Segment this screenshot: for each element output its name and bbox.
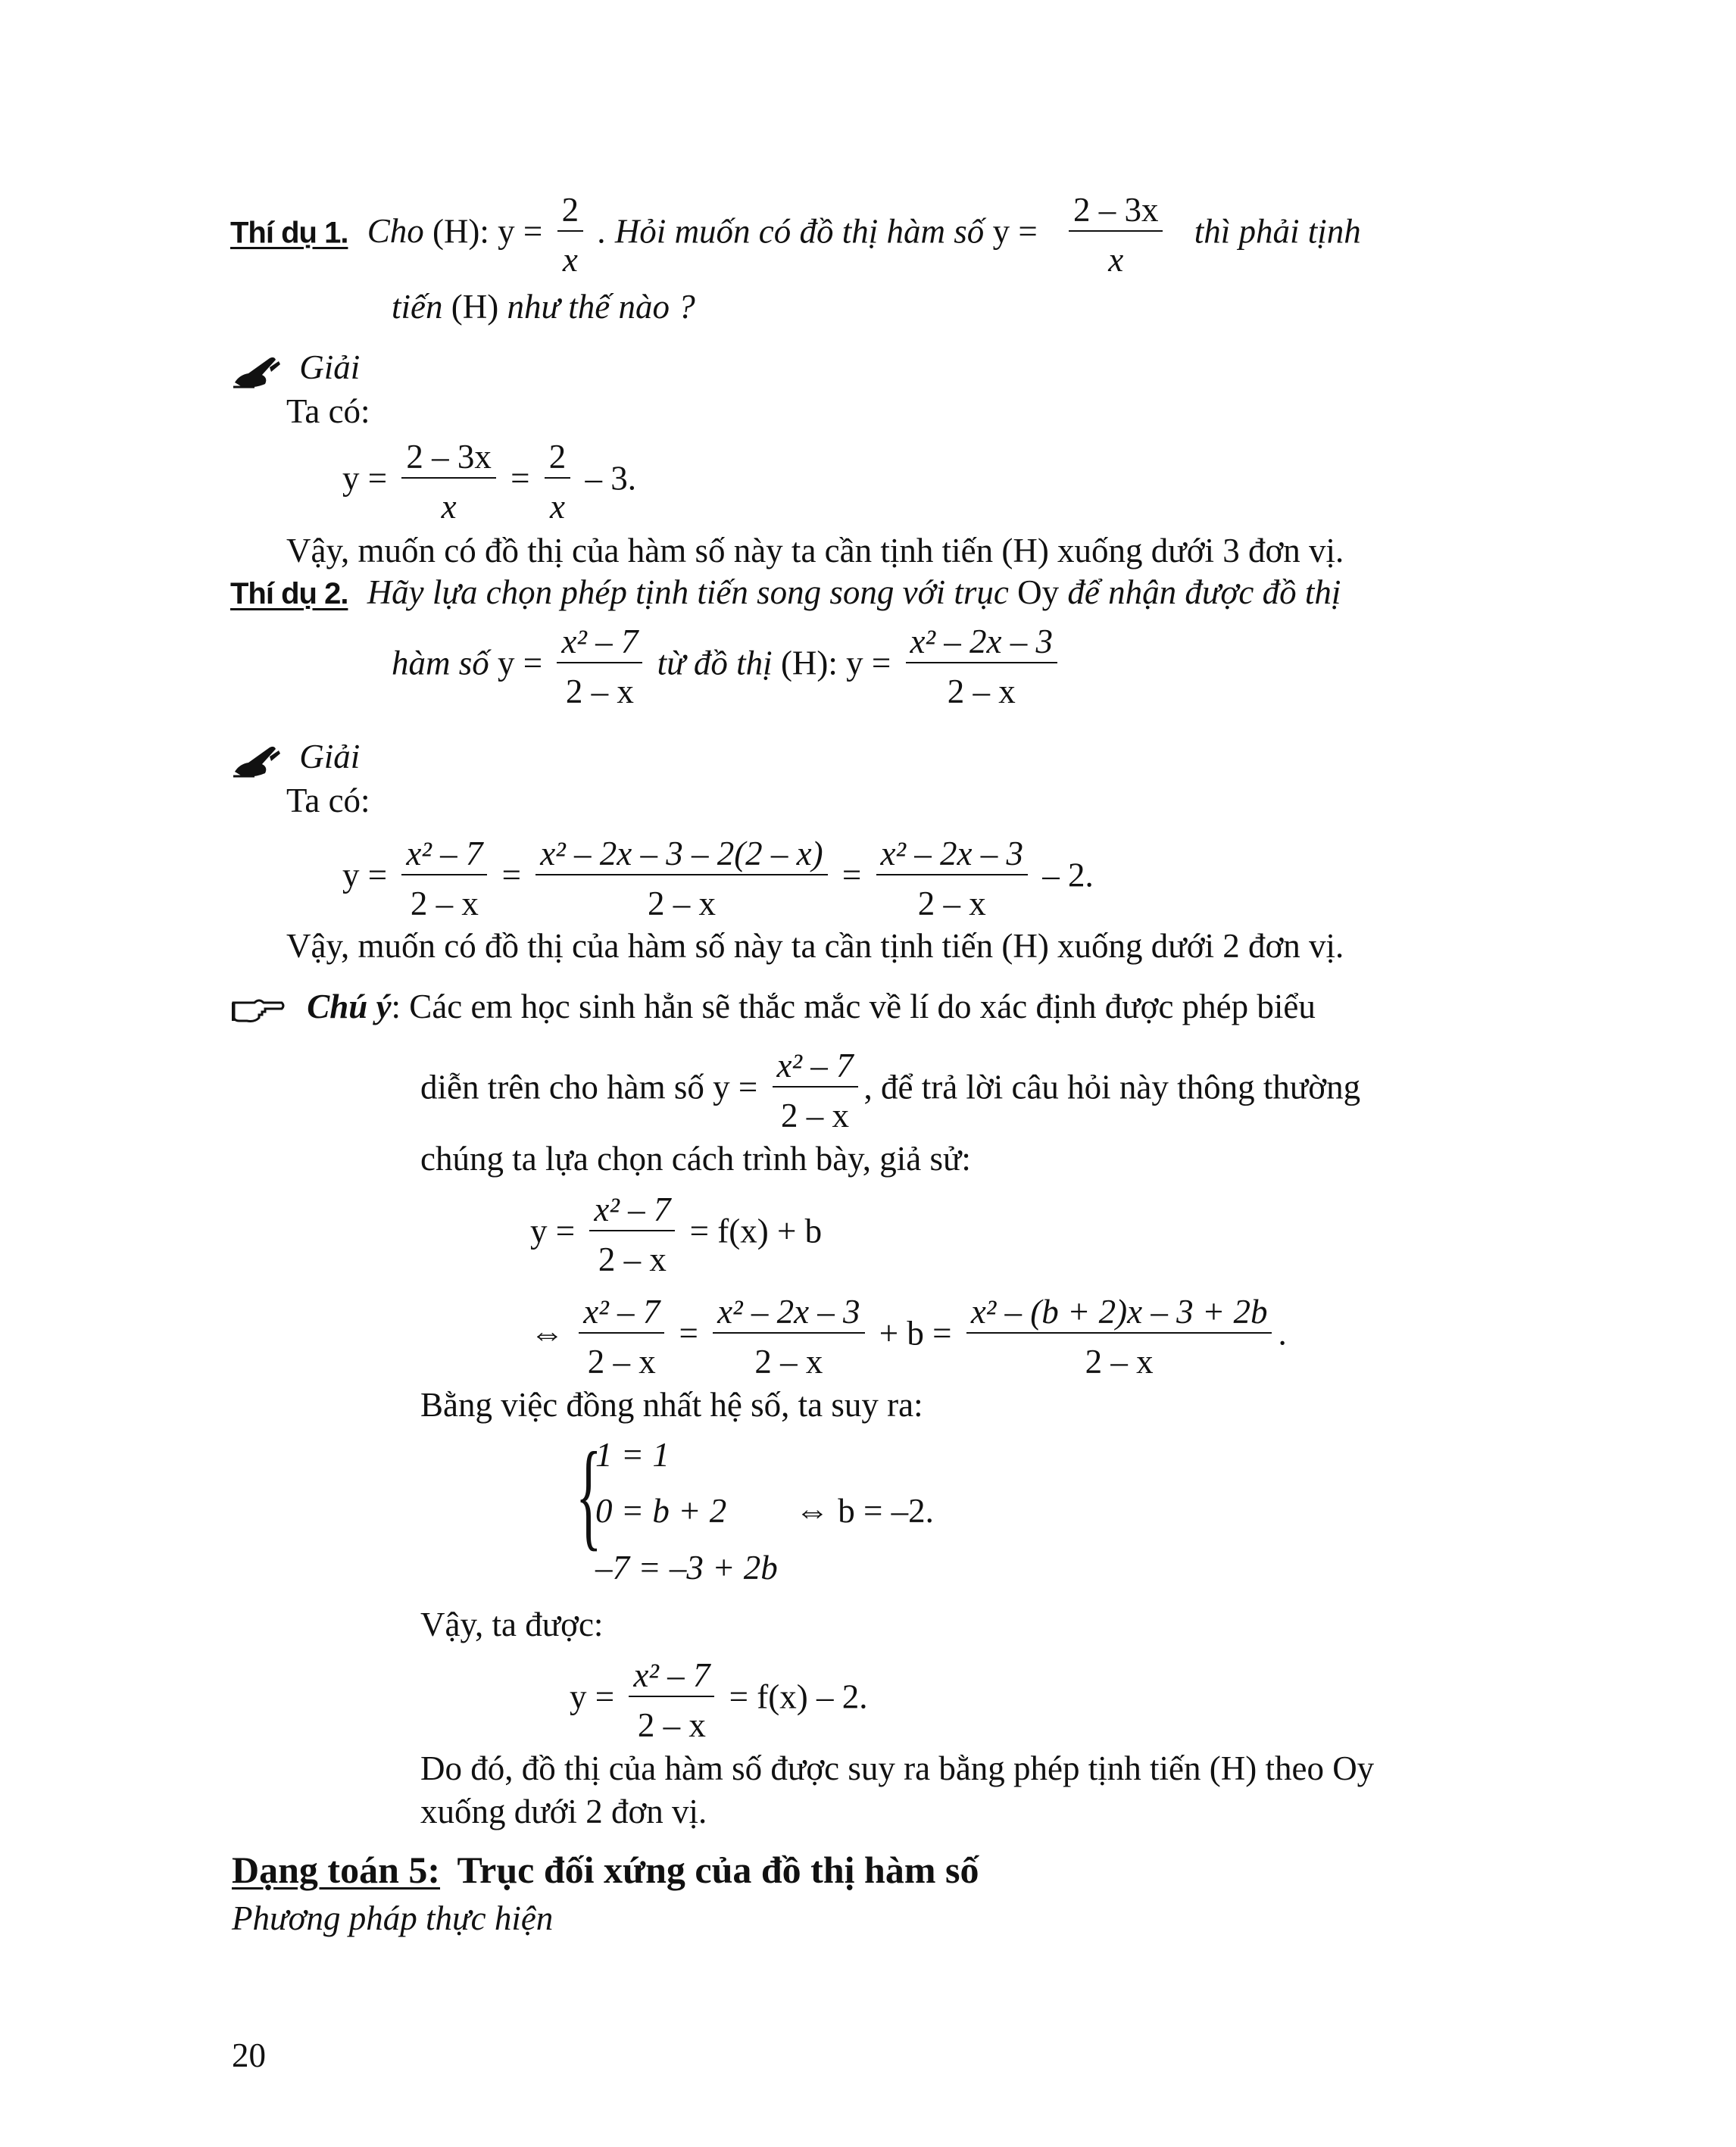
- section-title: Trục đối xứng của đồ thị hàm số: [457, 1849, 979, 1891]
- vay-text: Vậy, ta được:: [420, 1606, 604, 1643]
- example-1-line-2: tiến (H) như thế nào ?: [392, 288, 695, 326]
- example-2-line-2: hàm số y = $\frac{\text{x² – 7}}{2 - x}$ từ đồ thị (H): y = $\frac{\text{x² – 2x – 3}}{2 - x}$: [392, 621, 1063, 712]
- identify-text: Bằng việc đồng nhất hệ số, ta suy ra:: [420, 1386, 923, 1424]
- note-label: Chú ý: [307, 988, 392, 1025]
- note-equation-1: y = $\frac{\text{x² – 7}}{2 - x}$ = f(x) + b: [530, 1191, 823, 1278]
- example-2-label: Thí dụ 2.: [230, 577, 348, 610]
- system-eq-3: –7 = –3 + 2b: [595, 1549, 778, 1587]
- giai-label: Giải: [299, 738, 361, 775]
- system-eq-2: 0 = b + 2: [595, 1492, 727, 1530]
- example-2-line-1: Thí dụ 2. Hãy lựa chọn phép tịnh tiến song song với trục Oy để nhận được đồ thị: [230, 573, 1341, 611]
- question-text: . Hỏi muốn có đồ thị hàm số: [598, 212, 985, 251]
- section-subtitle: Phương pháp thực hiện: [232, 1899, 554, 1937]
- fraction-2-over-x: $\frac{2}{x}$: [557, 189, 584, 280]
- question-text-2: thì phải tịnh: [1194, 212, 1361, 251]
- equation-2: y = $\frac{\text{x² – 7}}{2 - x}$ = $\frac{\text{x² – 2x – 3 – 2(2 – x)}}{2 - x}$ = $\frac{\text{x² – 2x – 3}}{2 - x}$ – 2.: [342, 835, 1094, 922]
- note-line-1: Chú ý: Các em học sinh hẳn sẽ thắc mắc về lí do xác định được phép biểu: [232, 986, 1316, 1027]
- section-label: Dạng toán 5:: [232, 1849, 441, 1891]
- page-number: 20: [232, 2036, 266, 2074]
- writing-hand-icon: [232, 352, 285, 390]
- note-equation-3: y = $\frac{\text{x² – 7}}{2 - x}$ = f(x) – 2.: [570, 1656, 868, 1744]
- giai-label: Giải: [299, 348, 361, 386]
- example-1-line-1: [230, 189, 1361, 280]
- do-do-line-1: Do đó, đồ thị của hàm số được suy ra bằng phép tịnh tiến (H) theo Oy: [420, 1749, 1375, 1787]
- cho-text: Cho: [367, 212, 424, 251]
- system-eq-1: 1 = 1: [595, 1436, 670, 1474]
- fraction-2-3x-over-x: $\frac{2 - 3x}{x}$: [1069, 189, 1163, 280]
- pointing-hand-icon: [232, 995, 285, 1025]
- do-do-line-2: xuống dưới 2 đơn vị.: [420, 1793, 707, 1830]
- ta-co-2: Ta có:: [286, 782, 370, 819]
- system-brace: {: [576, 1427, 602, 1562]
- system-result: ⇔ b = –2.: [795, 1492, 934, 1530]
- equation-1: y = $\frac{2 - 3x}{x}$ = $\frac{2}{x}$ – 3.: [342, 438, 637, 526]
- conclusion-2: Vậy, muốn có đồ thị của hàm số này ta cần tịnh tiến (H) xuống dưới 2 đơn vị.: [286, 927, 1344, 965]
- example-1-label: Thí dụ 1.: [230, 216, 348, 250]
- solution-1-header: [232, 347, 360, 390]
- note-line-2: diễn trên cho hàm số y = $\frac{\text{x² – 7}}{2 - x}$ , để trả lời câu hỏi này thông thường: [420, 1047, 1361, 1134]
- y-equals: y =: [992, 212, 1038, 251]
- h-definition: (H): y =: [432, 212, 543, 251]
- solution-2-header: [232, 736, 360, 779]
- conclusion-1: Vậy, muốn có đồ thị của hàm số này ta cần tịnh tiến (H) xuống dưới 3 đơn vị.: [286, 532, 1344, 570]
- note-line-3: chúng ta lựa chọn cách trình bày, giả sử:: [420, 1140, 971, 1178]
- ta-co-1: Ta có:: [286, 392, 370, 430]
- section-heading: [232, 1848, 979, 1892]
- writing-hand-icon: [232, 741, 285, 779]
- note-equation-2: ⇔ $\frac{\text{x² – 7}}{2 - x}$ = $\frac{\text{x² – 2x – 3}}{2 - x}$ + b = $\frac{\text{x² – (b + 2)x – 3 + 2b}}{2 - x}$ .: [530, 1293, 1287, 1381]
